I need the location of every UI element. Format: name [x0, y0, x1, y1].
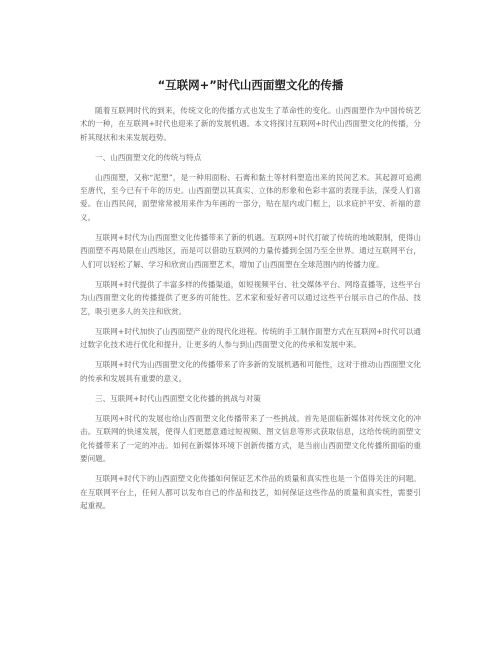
paragraph: 互联网+时代加快了山西面塑产业的现代化进程。传统的手工制作面塑方式在互联网+时代可以通过数字化技术进行优化和提升，让更多的人参与到山西面塑文化的传承和发展中来。 — [80, 326, 421, 350]
section-heading-1: 一、山西面塑文化的传统与特点 — [95, 152, 202, 162]
paragraph: 互联网+时代提供了丰富多样的传播渠道，如短视频平台、社交媒体平台、网络直播等，这些平台为山西面塑文化的传播提供了更多的可能性。艺术家和爱好者可以通过这些平台展示自己的作品、技艺，吸引更多人的关注和欣赏。 — [80, 279, 421, 316]
paragraph: 山西面塑，又称“泥塑”，是一种用面粉、石膏和黏土等材料塑造出来的民间艺术。其起源可追溯至唐代，至今已有千年的历史。山西面塑以其真实、立体的形象和色彩丰富的表现手法，深受人们喜爱。在山西民间，面塑常常被用来作为年画的一部分，贴在屋内或门框上，以求庇护平安、祈福的意义。 — [80, 172, 421, 222]
paragraph: 互联网+时代为山西面塑文化的传播带来了许多新的发展机遇和可能性，这对于推动山西面塑文化的传承和发展具有重要的意义。 — [80, 360, 421, 383]
paragraph: 互联网+时代的发展也给山西面塑文化传播带来了一些挑战。首先是面临新媒体对传统文化的冲击。互联网的快速发展，使得人们更愿意通过短视频、图文信息等形式获取信息，这给传统的面塑文化传播带来了一定的冲击。如何在新媒体环境下创新传播方式，是当前山西面塑文化传播所面临的重要问题。 — [80, 414, 421, 463]
document-page — [80, 78, 421, 519]
paragraph: 互联网+时代为山西面塑文化传播带来了新的机遇。互联网+时代打破了传统的地域限制，使得山西面塑不再局限在山西地区，而是可以借助互联网的力量传播到全国乃至全世界。通过互联网平台，人们可以轻松了解、学习和欣赏山西面塑艺术，增加了山西面塑在全球范围内的传播力度。 — [80, 233, 421, 269]
paragraph: 互联网+时代下的山西面塑文化传播如何保证艺术作品的质量和真实性也是一个值得关注的问题。在互联网平台上，任何人都可以发布自己的作品和技艺，如何保证这些作品的质量和真实性，需要引起重视。 — [80, 474, 421, 510]
section-heading-3: 三、互联网+时代山西面塑文化传播的挑战与对策 — [95, 394, 261, 404]
document-body — [80, 104, 421, 512]
document-title: “互联网+”时代山西面塑文化的传播 — [157, 78, 344, 92]
paragraph-intro: 随着互联网时代的到来，传统文化的传播方式也发生了革命性的变化。山西面塑作为中国传统艺术的一种，在互联网+时代也迎来了新的发展机遇。本文将探讨互联网+时代山西面塑文化的传播，分析其现状和未来发展趋势。 — [80, 106, 421, 142]
